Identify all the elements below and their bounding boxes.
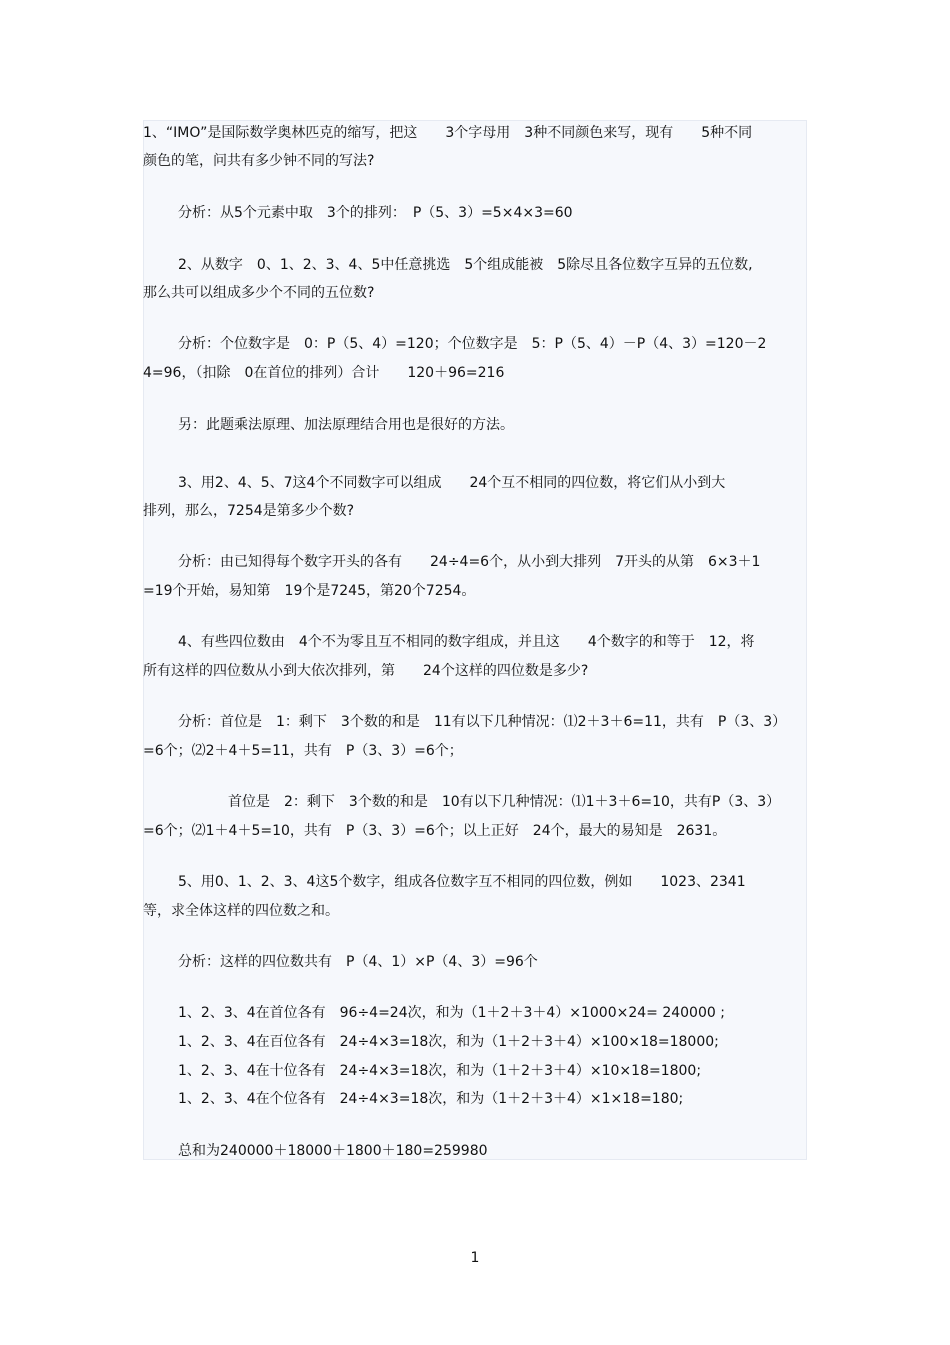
analysis-3-line-2: =19个开始，易知第 19个是7245，第20个7254。 [143,583,476,599]
analysis-2-line-1: 分析：个位数字是 0：P（5、4）=120；个位数字是 5：P（5、4）－P（4、3）=120－2 [178,336,767,352]
calc-thousands: 1、2、3、4在首位各有 96÷4=24次，和为（1＋2＋3＋4）×1000×24= 240000 ; [178,1005,725,1021]
problem-4-line-2: 所有这样的四位数从小到大依次排列，第 24个这样的四位数是多少? [143,663,589,679]
problem-4-line-1: 4、有些四位数由 4个不为零且互不相同的数字组成，并且这 4个数字的和等于 12，将 [178,634,755,650]
analysis-3-line-1: 分析：由已知得每个数字开头的各有 24÷4=6个，从小到大排列 7开头的从第 6×3＋1 [178,554,761,570]
analysis-2-line-2: 4=96，（扣除 0在首位的排列）合计 120＋96=216 [143,365,505,381]
analysis-4-line-1: 分析：首位是 1：剩下 3个数的和是 11有以下几种情况：⑴2＋3＋6=11，共有 P（3、3） [178,714,787,730]
note-2: 另：此题乘法原理、加法原理结合用也是很好的方法。 [178,417,514,433]
analysis-4-line-4: =6个；⑵1＋4＋5=10，共有 P（3、3）=6个；以上正好 24个，最大的易知是 2631。 [143,823,727,839]
problem-5-line-1: 5、用0、1、2、3、4这5个数字，组成各位数字互不相同的四位数，例如 1023、2341 [178,874,746,890]
calc-units: 1、2、3、4在个位各有 24÷4×3=18次，和为（1＋2＋3＋4）×1×18=180; [178,1091,684,1107]
calc-tens: 1、2、3、4在十位各有 24÷4×3=18次，和为（1＋2＋3＋4）×10×18=1800; [178,1063,702,1079]
page-number: 1 [470,1250,480,1266]
problem-1-line-2: 颜色的笔，问共有多少钟不同的写法? [143,153,375,169]
problem-2-line-2: 那么共可以组成多少个不同的五位数? [143,285,375,301]
problem-3-line-2: 排列，那么，7254是第多少个数? [143,503,355,519]
total-sum: 总和为240000＋18000＋1800＋180=259980 [178,1143,488,1159]
problem-1-line-1: 1、“IMO”是国际数学奥林匹克的缩写，把这 3个字母用 3种不同颜色来写，现有 5种不同 [143,125,753,141]
analysis-4-line-2: =6个；⑵2＋4＋5=11，共有 P（3、3）=6个； [143,743,463,759]
analysis-4-line-3: 首位是 2：剩下 3个数的和是 10有以下几种情况：⑴1＋3＋6=10，共有P（3、3） [228,794,781,810]
problem-2-line-1: 2、从数字 0、1、2、3、4、5中任意挑选 5个组成能被 5除尽且各位数字互异的五位数, [178,257,753,273]
analysis-1: 分析：从5个元素中取 3个的排列： P（5、3）=5×4×3=60 [178,205,573,221]
calc-hundreds: 1、2、3、4在百位各有 24÷4×3=18次，和为（1＋2＋3＋4）×100×18=18000; [178,1034,719,1050]
problem-3-line-1: 3、用2、4、5、7这4个不同数字可以组成 24个互不相同的四位数，将它们从小到大 [178,475,726,491]
analysis-5: 分析：这样的四位数共有 P（4、1）×P（4、3）=96个 [178,954,538,970]
problem-5-line-2: 等，求全体这样的四位数之和。 [143,903,339,919]
